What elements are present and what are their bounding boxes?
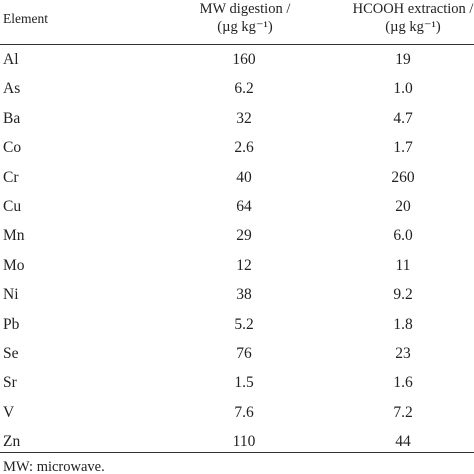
mw-digestion-cell: 110 — [232, 433, 256, 451]
mw-digestion-cell: 12 — [236, 256, 252, 274]
table-row — [0, 104, 474, 133]
hcooh-extraction-cell: 9.2 — [393, 286, 413, 304]
element-cell: Mn — [3, 227, 25, 245]
mw-digestion-cell: 5.2 — [234, 315, 254, 333]
hcooh-extraction-cell: 1.0 — [393, 80, 413, 98]
mw-digestion-cell: 7.6 — [234, 403, 254, 421]
hcooh-extraction-cell: 6.0 — [393, 227, 413, 245]
table-row — [0, 163, 474, 192]
element-cell: Cr — [3, 168, 19, 186]
table-footnote: MW: microwave. — [3, 459, 105, 474]
table-row — [0, 133, 474, 162]
hcooh-extraction-cell: 4.7 — [393, 109, 413, 127]
table-row — [0, 221, 474, 250]
element-cell: Zn — [3, 433, 21, 451]
element-cell: Sr — [3, 374, 17, 392]
element-cell: Ba — [3, 109, 21, 127]
element-cell: V — [3, 403, 15, 421]
mw-digestion-cell: 6.2 — [234, 80, 254, 98]
mw-digestion-cell: 40 — [236, 168, 252, 186]
table-row — [0, 251, 474, 280]
mw-digestion-cell: 29 — [236, 227, 252, 245]
table-body — [0, 45, 474, 456]
header-hcooh-line1: HCOOH extraction / — [352, 1, 474, 17]
table-row — [0, 280, 474, 309]
header-mw-unit: (µg kg⁻¹) — [217, 19, 273, 35]
hcooh-extraction-cell: 260 — [391, 168, 415, 186]
hcooh-extraction-cell: 1.6 — [393, 374, 413, 392]
element-cell: Pb — [3, 315, 20, 333]
table-row — [0, 368, 474, 397]
table-row — [0, 398, 474, 427]
element-cell: Ni — [3, 286, 19, 304]
header-mw-digestion — [175, 0, 315, 36]
hcooh-extraction-cell: 11 — [395, 256, 411, 274]
mw-digestion-cell: 160 — [232, 51, 256, 68]
hcooh-extraction-cell: 23 — [395, 344, 411, 362]
header-mw-line1: MW digestion / — [199, 1, 291, 17]
hcooh-extraction-cell: 44 — [395, 433, 411, 451]
mw-digestion-cell: 32 — [236, 109, 252, 127]
mw-digestion-cell: 76 — [236, 344, 252, 362]
element-cell: Se — [3, 344, 19, 362]
header-hcooh-unit: (µg kg⁻¹) — [385, 19, 441, 35]
mw-digestion-cell: 2.6 — [234, 139, 254, 157]
mw-digestion-cell: 1.5 — [234, 374, 254, 392]
table-row — [0, 192, 474, 221]
element-cell: Co — [3, 139, 22, 157]
table-row — [0, 45, 474, 74]
header-hcooh-extraction — [338, 0, 474, 36]
hcooh-extraction-cell: 7.2 — [393, 403, 413, 421]
element-cell: Mo — [3, 256, 25, 274]
hcooh-extraction-cell: 1.8 — [393, 315, 413, 333]
element-cell: Cu — [3, 197, 22, 215]
mw-digestion-cell: 64 — [236, 197, 252, 215]
table-row — [0, 339, 474, 368]
element-cell: As — [3, 80, 21, 98]
mw-digestion-cell: 38 — [236, 286, 252, 304]
table-row — [0, 74, 474, 103]
table-row — [0, 310, 474, 339]
hcooh-extraction-cell: 1.7 — [393, 139, 413, 157]
bottom-rule — [0, 452, 474, 453]
hcooh-extraction-cell: 19 — [395, 51, 411, 68]
hcooh-extraction-cell: 20 — [395, 197, 411, 215]
element-cell: Al — [3, 51, 19, 68]
header-element: Element — [3, 11, 48, 26]
